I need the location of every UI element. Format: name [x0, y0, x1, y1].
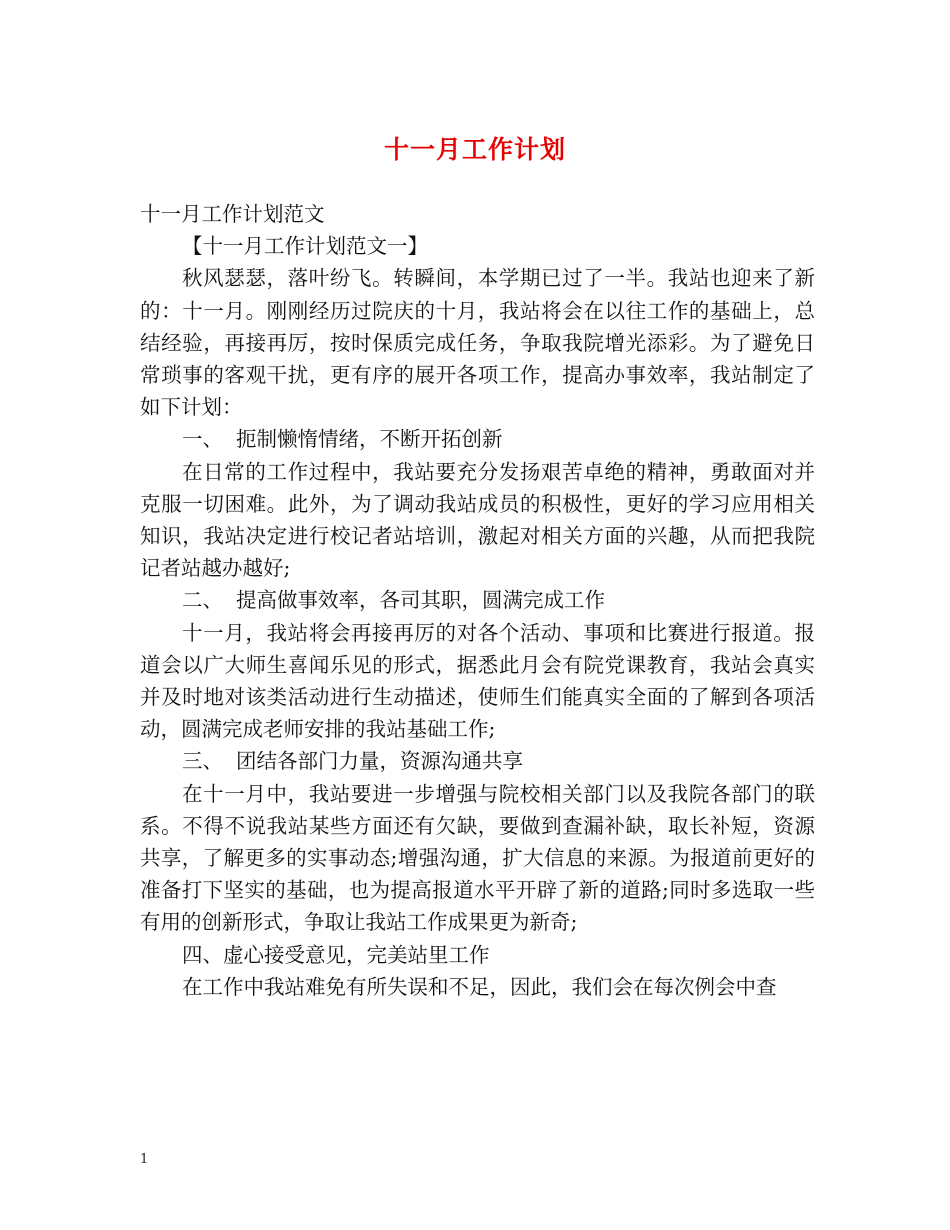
section-heading: 四、虚心接受意见，完美站里工作: [182, 942, 490, 967]
section-heading: 【十一月工作计划范文一】: [182, 234, 428, 259]
body-paragraph: 秋风瑟瑟，落叶纷飞。转瞬间，本学期已过了一半。我站也迎来了新的：十一月。刚刚经历过院庆的十月，我站将会在以往工作的基础上，总结经验，再接再厉，按时保质完成任务，争取我院增光添彩。为了避免日常琐事的客观干扰，更有序的展开各项工作，提高办事效率，我站制定了如下计划：: [140, 266, 815, 420]
section-heading: 二、 提高做事效率，各司其职，圆满完成工作: [182, 588, 606, 613]
page-number: 1: [140, 1152, 149, 1167]
body-paragraph: 十一月，我站将会再接再厉的对各个活动、事项和比赛进行报道。报道会以广大师生喜闻乐见的形式，据悉此月会有院党课教育，我站会真实并及时地对该类活动进行生动描述，使师生们能真实全面的了解到各项活动，圆满完成老师安排的我站基础工作;: [140, 620, 815, 742]
document-title: 十一月工作计划: [383, 135, 566, 164]
subtitle-paragraph: 十一月工作计划范文: [140, 202, 325, 226]
body-paragraph: 在工作中我站难免有所失误和不足，因此，我们会在每次例会中查: [182, 974, 777, 999]
body-paragraph: 在日常的工作过程中，我站要充分发扬艰苦卓绝的精神，勇敢面对并克服一切困难。此外，为了调动我站成员的积极性，更好的学习应用相关知识，我站决定进行校记者站培训，激起对相关方面的兴趣，从而把我院记者站越办越好;: [140, 459, 815, 581]
section-heading: 三、 团结各部门力量，资源沟通共享: [182, 749, 524, 774]
body-paragraph: 在十一月中，我站要进一步增强与院校相关部门以及我院各部门的联系。不得不说我站某些方面还有欠缺，要做到查漏补缺，取长补短，资源共享，了解更多的实事动态;增强沟通，扩大信息的来源。为报道前更好的准备打下坚实的基础，也为提高报道水平开辟了新的道路;同时多选取一些有用的创新形式，争取让我站工作成果更为新奇;: [140, 781, 815, 935]
section-heading: 一、 扼制懒惰情绪，不断开拓创新: [182, 427, 503, 452]
document-body: [140, 198, 815, 1003]
